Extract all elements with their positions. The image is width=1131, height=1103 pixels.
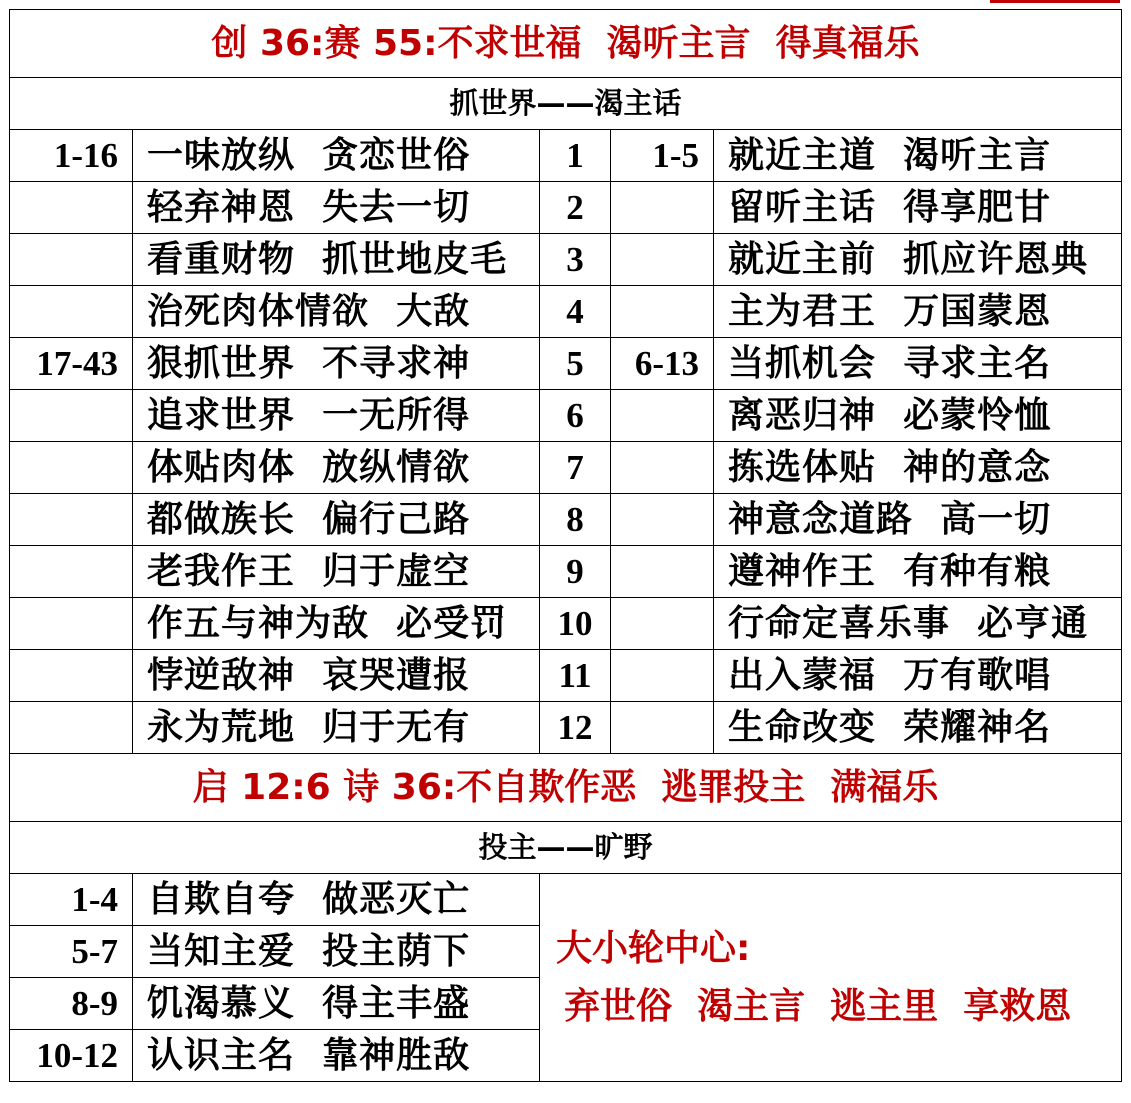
right-verse-ref — [611, 494, 714, 546]
right-theme-text: 出入蒙福 万有歌唱 — [714, 650, 1122, 702]
right-verse-ref — [611, 182, 714, 234]
left-theme-text: 看重财物 抓世地皮毛 — [133, 234, 540, 286]
row-number: 4 — [540, 286, 611, 338]
right-verse-ref: 6-13 — [611, 338, 714, 390]
left-theme-text: 一味放纵 贪恋世俗 — [133, 130, 540, 182]
top-edge-mark — [990, 0, 1120, 3]
right-verse-ref — [611, 390, 714, 442]
section2-title: 启 12:6 诗 36:不自欺作恶 逃罪投主 满福乐 — [10, 754, 1122, 822]
left-verse-ref — [10, 234, 133, 286]
table-row — [10, 338, 1122, 390]
section1-title: 创 36:赛 55:不求世福 渴听主言 得真福乐 — [10, 10, 1122, 78]
table-row — [10, 874, 1122, 926]
table-row — [10, 442, 1122, 494]
row-number: 12 — [540, 702, 611, 754]
verse-ref: 1-4 — [10, 874, 133, 926]
right-theme-text: 神意念道路 高一切 — [714, 494, 1122, 546]
study-outline-table — [9, 9, 1122, 1082]
left-verse-ref — [10, 442, 133, 494]
table-row — [10, 702, 1122, 754]
verse-ref: 5-7 — [10, 926, 133, 978]
right-theme-text: 主为君王 万国蒙恩 — [714, 286, 1122, 338]
row-number: 9 — [540, 546, 611, 598]
theme-text: 认识主名 靠神胜敌 — [133, 1030, 540, 1082]
table-row — [10, 546, 1122, 598]
right-verse-ref — [611, 442, 714, 494]
row-number: 6 — [540, 390, 611, 442]
left-theme-text: 追求世界 一无所得 — [133, 390, 540, 442]
right-verse-ref — [611, 650, 714, 702]
row-number: 10 — [540, 598, 611, 650]
table-row — [10, 390, 1122, 442]
left-verse-ref — [10, 286, 133, 338]
row-number: 7 — [540, 442, 611, 494]
right-verse-ref — [611, 234, 714, 286]
table-row — [10, 598, 1122, 650]
right-theme-text: 就近主道 渴听主言 — [714, 130, 1122, 182]
row-number: 3 — [540, 234, 611, 286]
right-theme-text: 留听主话 得享肥甘 — [714, 182, 1122, 234]
right-theme-text: 行命定喜乐事 必亨通 — [714, 598, 1122, 650]
left-verse-ref — [10, 182, 133, 234]
theme-text: 自欺自夸 做恶灭亡 — [133, 874, 540, 926]
table-row — [10, 650, 1122, 702]
left-theme-text: 治死肉体情欲 大敌 — [133, 286, 540, 338]
right-verse-ref — [611, 598, 714, 650]
center-text: 弃世俗 渴主言 逃主里 享救恩 — [564, 985, 1072, 1027]
left-theme-text: 永为荒地 归于无有 — [133, 702, 540, 754]
table-row — [10, 286, 1122, 338]
table-row — [10, 234, 1122, 286]
section1-subtitle: 抓世界——渴主话 — [10, 78, 1122, 130]
right-theme-text: 就近主前 抓应许恩典 — [714, 234, 1122, 286]
right-verse-ref — [611, 702, 714, 754]
left-theme-text: 老我作王 归于虚空 — [133, 546, 540, 598]
right-theme-text: 离恶归神 必蒙怜恤 — [714, 390, 1122, 442]
left-verse-ref — [10, 702, 133, 754]
verse-ref: 10-12 — [10, 1030, 133, 1082]
left-verse-ref — [10, 546, 133, 598]
center-summary-box — [540, 874, 1122, 1082]
row-number: 11 — [540, 650, 611, 702]
table-row — [10, 494, 1122, 546]
left-theme-text: 狠抓世界 不寻求神 — [133, 338, 540, 390]
theme-text: 饥渴慕义 得主丰盛 — [133, 978, 540, 1030]
left-verse-ref — [10, 598, 133, 650]
row-number: 8 — [540, 494, 611, 546]
section2-subtitle: 投主——旷野 — [10, 822, 1122, 874]
left-theme-text: 作五与神为敌 必受罚 — [133, 598, 540, 650]
row-number: 2 — [540, 182, 611, 234]
center-label: 大小轮中心: — [556, 927, 751, 969]
row-number: 5 — [540, 338, 611, 390]
theme-text: 当知主爱 投主荫下 — [133, 926, 540, 978]
left-theme-text: 体贴肉体 放纵情欲 — [133, 442, 540, 494]
left-theme-text: 轻弃神恩 失去一切 — [133, 182, 540, 234]
verse-ref: 8-9 — [10, 978, 133, 1030]
left-verse-ref: 1-16 — [10, 130, 133, 182]
right-theme-text: 拣选体贴 神的意念 — [714, 442, 1122, 494]
right-theme-text: 遵神作王 有种有粮 — [714, 546, 1122, 598]
table-row — [10, 130, 1122, 182]
left-theme-text: 都做族长 偏行己路 — [133, 494, 540, 546]
right-theme-text: 当抓机会 寻求主名 — [714, 338, 1122, 390]
left-verse-ref — [10, 390, 133, 442]
table-row — [10, 182, 1122, 234]
right-theme-text: 生命改变 荣耀神名 — [714, 702, 1122, 754]
right-verse-ref: 1-5 — [611, 130, 714, 182]
left-verse-ref: 17-43 — [10, 338, 133, 390]
right-verse-ref — [611, 546, 714, 598]
row-number: 1 — [540, 130, 611, 182]
right-verse-ref — [611, 286, 714, 338]
left-theme-text: 悖逆敌神 哀哭遭报 — [133, 650, 540, 702]
left-verse-ref — [10, 494, 133, 546]
left-verse-ref — [10, 650, 133, 702]
